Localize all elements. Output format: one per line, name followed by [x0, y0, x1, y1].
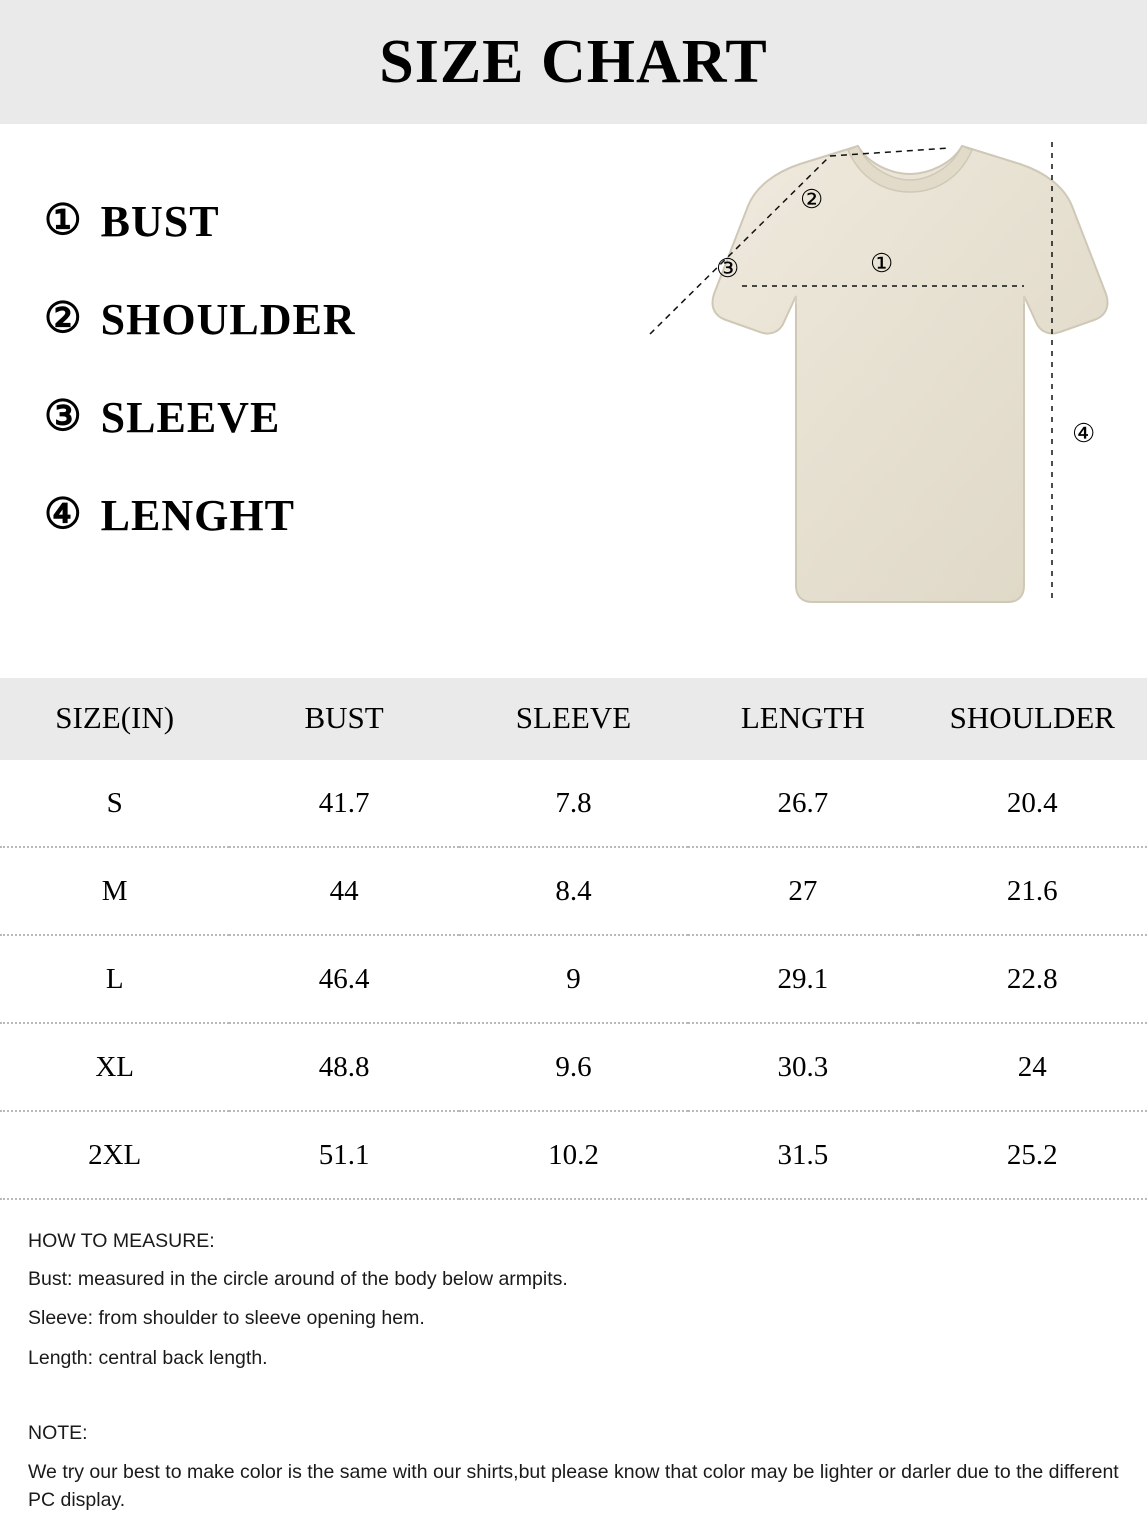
legend-number-3: ③ [44, 396, 83, 438]
cell-length: 31.5 [688, 1111, 917, 1199]
callout-sleeve: ③ [716, 256, 739, 282]
column-header-shoulder: SHOULDER [918, 678, 1147, 760]
legend-item-bust [44, 172, 604, 270]
legend-number-1: ① [44, 200, 83, 242]
column-header-size: SIZE(IN) [0, 678, 229, 760]
cell-shoulder: 24 [918, 1023, 1147, 1111]
cell-size: S [0, 760, 229, 847]
cell-length: 29.1 [688, 935, 917, 1023]
legend-label-sleeve: SLEEVE [101, 392, 281, 443]
how-to-measure-length: Length: central back length. [28, 1349, 1119, 1369]
cell-bust: 51.1 [229, 1111, 458, 1199]
how-to-measure-heading: HOW TO MEASURE: [28, 1232, 1119, 1252]
cell-sleeve: 9 [459, 935, 688, 1023]
cell-sleeve: 7.8 [459, 760, 688, 847]
column-header-length: LENGTH [688, 678, 917, 760]
cell-length: 30.3 [688, 1023, 917, 1111]
cell-size: 2XL [0, 1111, 229, 1199]
column-header-sleeve: SLEEVE [459, 678, 688, 760]
notes-section [0, 1200, 1147, 1514]
column-header-bust: BUST [229, 678, 458, 760]
cell-sleeve: 8.4 [459, 847, 688, 935]
cell-bust: 44 [229, 847, 458, 935]
size-table-wrapper [0, 678, 1147, 1200]
cell-shoulder: 22.8 [918, 935, 1147, 1023]
size-table [0, 678, 1147, 1200]
cell-shoulder: 25.2 [918, 1111, 1147, 1199]
cell-size: L [0, 935, 229, 1023]
legend-item-shoulder [44, 270, 604, 368]
cell-length: 26.7 [688, 760, 917, 847]
cell-sleeve: 9.6 [459, 1023, 688, 1111]
cell-size: XL [0, 1023, 229, 1111]
table-row [0, 1023, 1147, 1111]
cell-shoulder: 20.4 [918, 760, 1147, 847]
cell-bust: 46.4 [229, 935, 458, 1023]
cell-length: 27 [688, 847, 917, 935]
how-to-measure-bust: Bust: measured in the circle around of the body below armpits. [28, 1270, 1119, 1290]
tshirt-illustration [620, 134, 1140, 664]
cell-bust: 48.8 [229, 1023, 458, 1111]
note-body: We try our best to make color is the same with our shirts,but please know that color may be lighter or darler due to the different PC display. [28, 1458, 1119, 1514]
legend-and-illustration [0, 124, 1147, 678]
measurement-legend [44, 172, 604, 564]
page-title: SIZE CHART [379, 27, 768, 98]
legend-item-sleeve [44, 368, 604, 466]
table-row [0, 760, 1147, 847]
legend-item-length [44, 466, 604, 564]
cell-bust: 41.7 [229, 760, 458, 847]
tshirt-icon [620, 134, 1140, 664]
notes-spacer [28, 1388, 1119, 1410]
table-row [0, 935, 1147, 1023]
callout-length: ④ [1072, 421, 1095, 447]
table-header-row [0, 678, 1147, 760]
cell-shoulder: 21.6 [918, 847, 1147, 935]
how-to-measure-sleeve: Sleeve: from shoulder to sleeve opening hem. [28, 1309, 1119, 1329]
legend-number-2: ② [44, 298, 83, 340]
callout-shoulder: ② [800, 187, 823, 213]
note-heading: NOTE: [28, 1424, 1119, 1444]
title-band [0, 0, 1147, 124]
cell-size: M [0, 847, 229, 935]
table-row [0, 1111, 1147, 1199]
legend-label-shoulder: SHOULDER [101, 294, 356, 345]
legend-label-length: LENGHT [101, 490, 295, 541]
cell-sleeve: 10.2 [459, 1111, 688, 1199]
table-row [0, 847, 1147, 935]
legend-number-4: ④ [44, 494, 83, 536]
legend-label-bust: BUST [101, 196, 220, 247]
callout-bust: ① [870, 251, 893, 277]
